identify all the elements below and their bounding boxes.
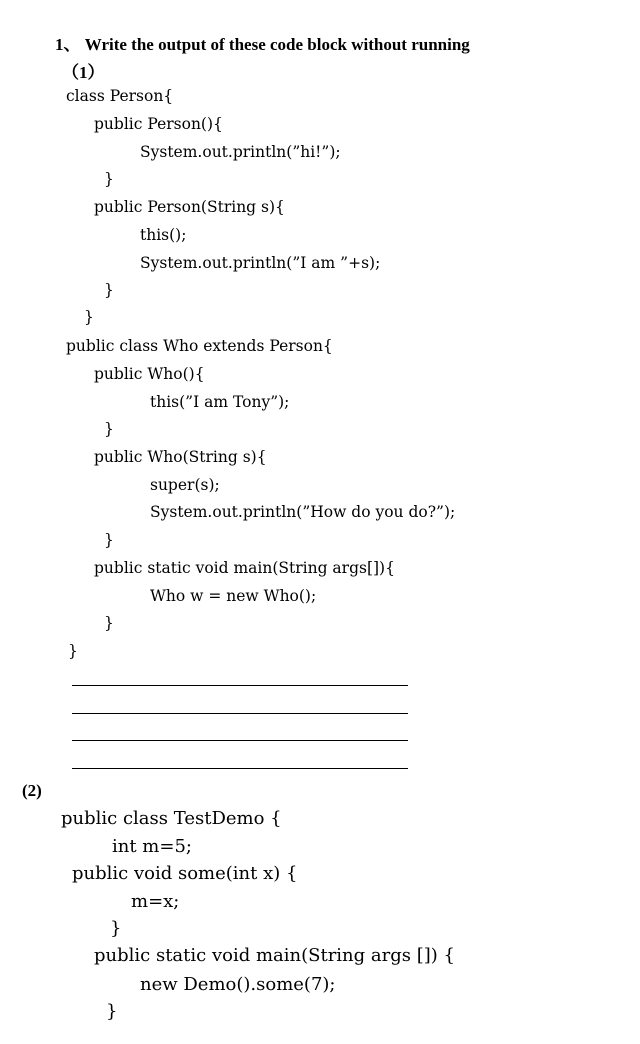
code-line: } [84, 308, 94, 326]
code-line: class Person{ [66, 87, 174, 105]
code-line: } [104, 614, 114, 632]
code-line: } [106, 1001, 118, 1022]
answer-blank-line[interactable] [72, 768, 408, 769]
code-line: this(); [140, 226, 187, 244]
code-line: new Demo().some(7); [140, 974, 336, 995]
code-line: } [68, 642, 78, 660]
code-line: public void some(int x) { [72, 863, 298, 884]
code-line: } [104, 170, 114, 188]
answer-blank-line[interactable] [72, 713, 408, 714]
code-line: } [110, 918, 122, 939]
code-line: } [104, 420, 114, 438]
code-line: public Person(String s){ [94, 198, 285, 216]
code-line: public static void main(String args[]){ [94, 559, 395, 577]
code-line: Who w = new Who(); [150, 587, 317, 605]
question-heading: 1、 Write the output of these code block without running [55, 35, 470, 54]
answer-blank-line[interactable] [72, 685, 408, 686]
code-line: int m=5; [112, 836, 192, 857]
code-line: System.out.println(”How do you do?”); [150, 503, 456, 521]
code-line: public class TestDemo { [61, 808, 282, 829]
code-line: public Who(){ [94, 365, 205, 383]
code-line: System.out.println(”hi!”); [140, 143, 341, 161]
code-line: this(”I am Tony”); [150, 393, 290, 411]
code-line: public Who(String s){ [94, 448, 267, 466]
code-line: public static void main(String args []) { [94, 945, 455, 966]
code-line: public Person(){ [94, 115, 223, 133]
answer-blank-line[interactable] [72, 740, 408, 741]
part-2-label: (2) [22, 781, 42, 800]
code-line: } [104, 281, 114, 299]
code-line: } [104, 531, 114, 549]
code-line: System.out.println(”I am ”+s); [140, 254, 381, 272]
part-1-label: （1） [62, 63, 105, 82]
code-line: m=x; [131, 891, 180, 912]
code-line: public class Who extends Person{ [66, 337, 333, 355]
code-line: super(s); [150, 476, 220, 494]
